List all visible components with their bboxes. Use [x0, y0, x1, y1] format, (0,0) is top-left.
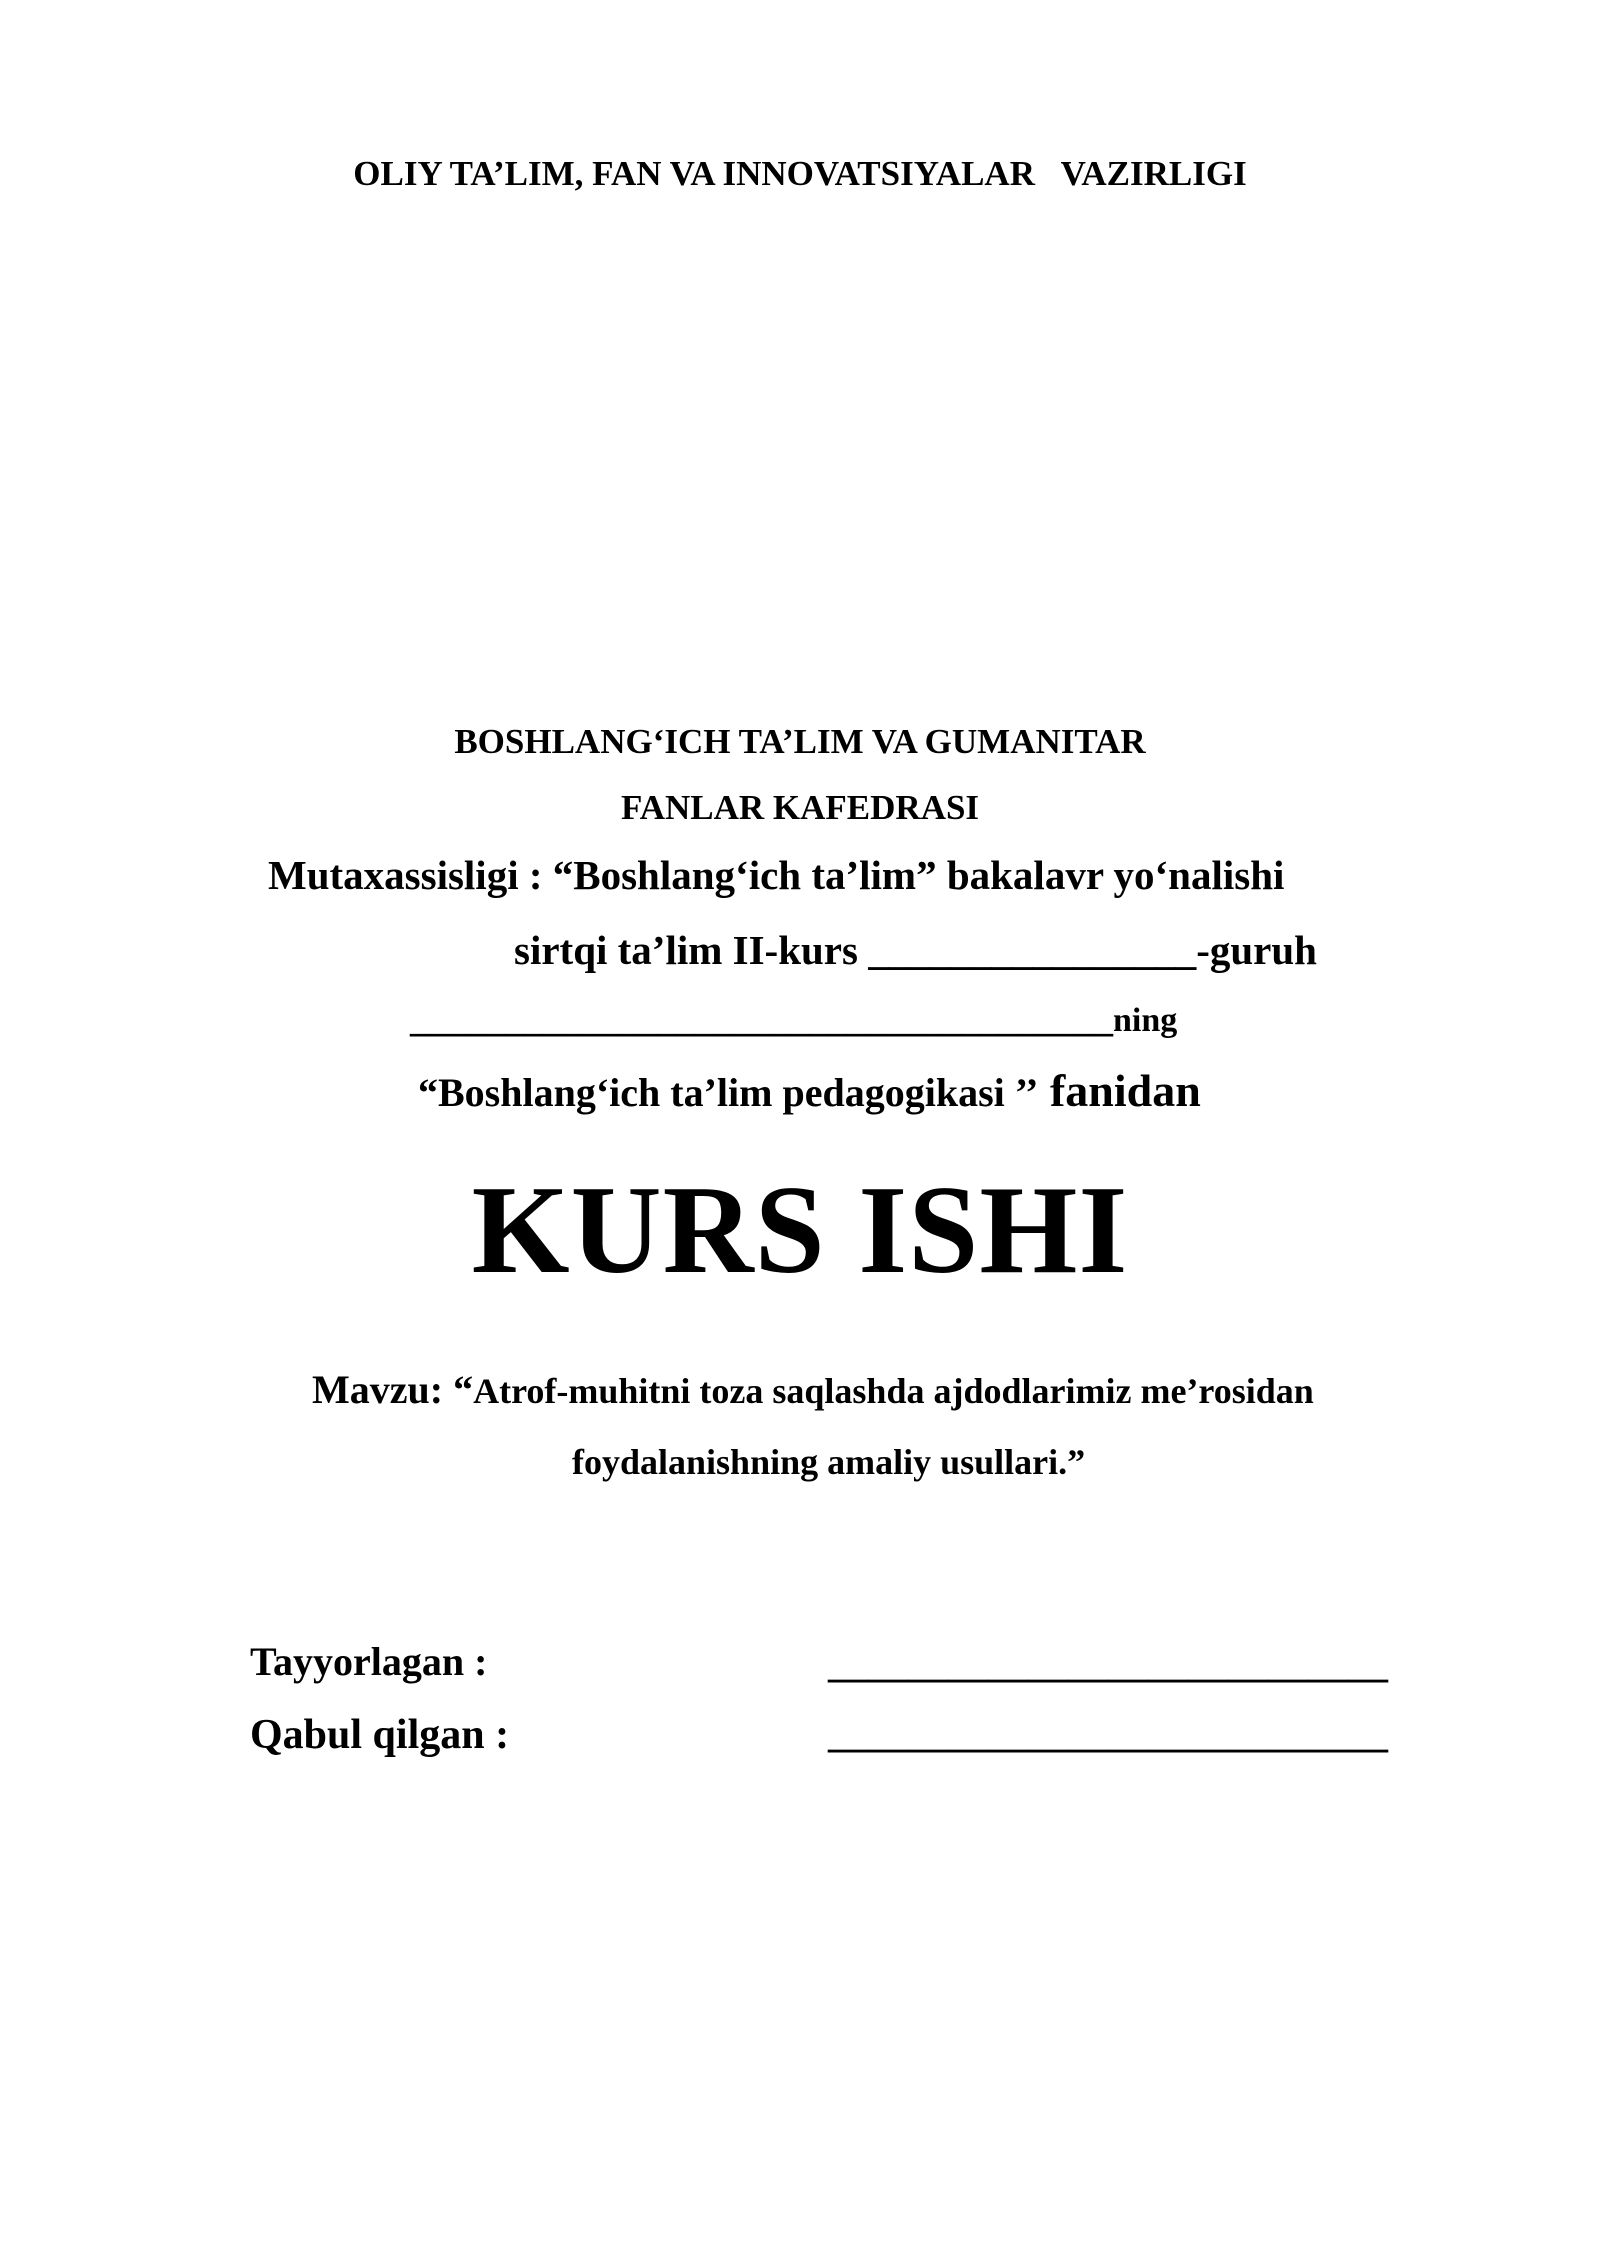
topic-label: Mavzu: “	[312, 1367, 474, 1412]
student-name-suffix: ning	[1113, 1002, 1178, 1039]
ministry-title: OLIY TA’LIM, FAN VA INNOVATSIYALAR VAZIRLIGI	[353, 154, 1247, 193]
topic-line-1	[312, 1367, 1314, 1412]
topic-text-1: Atrof-muhitni toza saqlashda ajdodlarimiz me’rosidan	[473, 1371, 1314, 1411]
subject-suffix: fanidan	[1038, 1065, 1201, 1116]
subject-line	[418, 1065, 1201, 1116]
student-name-blank: _____________________________________	[410, 998, 1113, 1040]
group-line: sirtqi ta’lim II-kurs ________________-guruh	[514, 927, 1317, 973]
prepared-by-blank: ____________________________	[828, 1641, 1388, 1686]
accepted-by-label: Qabul qilgan :	[250, 1712, 510, 1758]
department-line-2: FANLAR KAFEDRASI	[620, 788, 980, 827]
department-line-1: BOSHLANG‘ICH TA’LIM VA GUMANITAR	[454, 722, 1146, 761]
prepared-by-label: Tayyorlagan :	[250, 1639, 488, 1684]
subject-name: “Boshlang‘ich ta’lim pedagogikasi ’’	[418, 1070, 1039, 1115]
accepted-by-blank: ____________________________	[828, 1711, 1388, 1756]
topic-line-2: foydalanishning amaliy usullari.”	[572, 1442, 1086, 1482]
specialty-line: Mutaxassisligi : “Boshlang‘ich ta’lim” bakalavr yo‘nalishi	[268, 852, 1285, 898]
document-title: KURS ISHI	[471, 1161, 1129, 1300]
student-name-line	[410, 1000, 1177, 1038]
